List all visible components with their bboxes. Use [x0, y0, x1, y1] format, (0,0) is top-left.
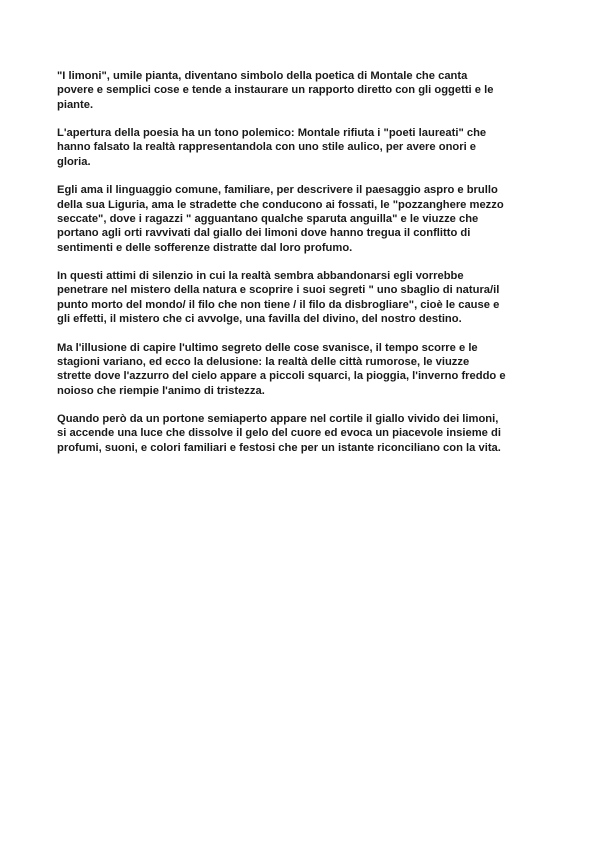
- paragraph-intro: "I limoni", umile pianta, diventano simbolo della poetica di Montale che canta povere e semplici cose e tende a instaurare un rapporto diretto con gli oggetti e le piante.: [57, 70, 494, 111]
- essay-body: [57, 69, 544, 469]
- paragraph-silence-mystery: In questi attimi di silenzio in cui la realtà sembra abbandonarsi egli vorrebbe penetrare nel mistero della natura e scoprire i suoi segreti " uno sbaglio di natura/il punto morto del mondo/ il filo che non tiene / il filo da disbrogliare", cioè le cause e gli effetti, il mistero che ci avvolge, una favilla del divino, del nostro destino.: [57, 270, 500, 326]
- paragraph-common-language: Egli ama il linguaggio comune, familiare, per descrivere il paesaggio aspro e brullo della sua Liguria, ama le stradette che conducono ai fossati, le "pozzanghere mezzo seccate", dove i ragazzi " agguantano qualche sparuta anguilla" e le viuzze che portano agli orti ravvivati dal giallo dei limoni dove hanno tregua il conflitto di sentimenti e delle sofferenze distratte dal loro profumo.: [57, 184, 504, 254]
- paragraph-illusion: Ma l'illusione di capire l'ultimo segreto delle cose svanisce, il tempo scorre e le stagioni variano, ed ecco la delusione: la realtà delle città rumorose, le viuzze strette dove l'azzurro del cielo appare a piccoli squarci, la pioggia, l'inverno freddo e noioso che riempie l'animo di tristezza.: [57, 341, 506, 397]
- paragraph-polemic-tone: L'apertura della poesia ha un tono polemico: Montale rifiuta i "poeti laureati" che hanno falsato la realtà rappresentandola con uno stile aulico, per avere onori e gloria.: [57, 127, 487, 168]
- paragraph-conclusion: Quando però da un portone semiaperto appare nel cortile il giallo vivido dei limoni, si accende una luce che dissolve il gelo del cuore ed evoca un piacevole insieme di profumi, suoni, e colori familiari e festosi che per un istante riconciliano con la vita.: [57, 413, 501, 454]
